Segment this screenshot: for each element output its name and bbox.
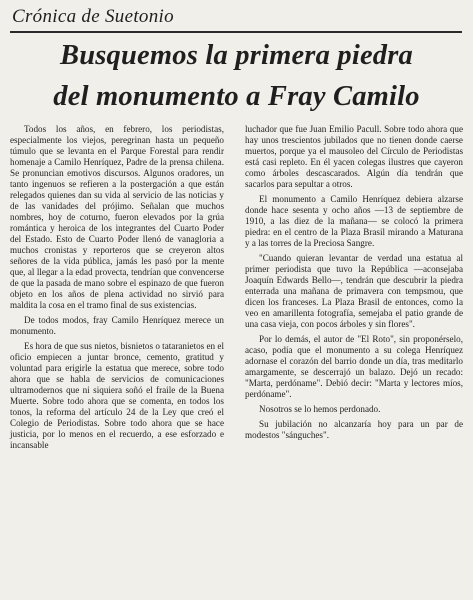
article-column-left bbox=[10, 124, 224, 451]
headline-line-2: del monumento a Fray Camilo bbox=[53, 81, 420, 112]
paragraph: Todos los años, en febrero, los periodistas, especialmente los viejos, peregrinan hasta un pequeño túmulo que se levanta en el Parque Forestal para rendir homenaje a Camilo Henríquez, Padre de la prensa chilena. Se pronuncian emotivos discursos. Algunos oradores, un tanto ingenuos se refieren a la postergación a que están relegados quienes dan su vida al servicio de las noticias y de las vanidades del prójimo. Señalan que muchos nombres, hoy de coturno, fueron elevados por la grúa romántica y heroica de los integrantes del Cuarto Poder del Estado. Esto de Cuarto Poder llenó de vanagloria a muchos cronistas y reporteros que se creyeron altos señores de la vida pública, jamás les pasó por la mente que, al llegar a la edad provecta, tendrían que convencerse de que la pasada de mano sobre el espinazo de que fueron objeto en los años de plena actividad no sirvió para maldita la cosa en el tramo final de sus existencias. bbox=[10, 124, 224, 310]
paragraph: Su jubilación no alcanzaría hoy para un par de modestos "sánguches". bbox=[245, 419, 463, 440]
headline-line-1: Busquemos la primera piedra bbox=[60, 40, 413, 71]
section-title: Crónica de Suetonio bbox=[12, 6, 174, 27]
section-rule bbox=[10, 31, 462, 33]
paragraph: El monumento a Camilo Henríquez debiera alzarse donde hace sesenta y ocho años —13 de septiembre de 1910, a las diez de la mañana— se colocó la primera piedra: en el centro de la Plaza Brasil mirando a Maturana y a las torres de la Preciosa Sangre. bbox=[245, 194, 463, 248]
paragraph: Por lo demás, el autor de "El Roto", sin proponérselo, acaso, podía que el monumento a su colega Henríquez adornase el corazón del barrio donde un día, tras meditarlo amargamente, se descerrajó un balazo. Dejó un recado: "Marta, perdóname". Debió decir: "Marta y lectores míos, perdóname". bbox=[245, 334, 463, 399]
paragraph: luchador que fue Juan Emilio Pacull. Sobre todo ahora que hay unos trescientos jubilados que no tienen donde caerse muertos, porque ya el mausoleo del Círculo de Periodistas está casi repleto. En él yacen colegas ilustres que cayeron como árboles descascarados. Algún día tendrán que sacarlos para sepultar a otros. bbox=[245, 124, 463, 189]
paragraph: De todos modos, fray Camilo Henríquez merece un monumento. bbox=[10, 315, 224, 336]
article-column-right bbox=[245, 124, 463, 441]
paragraph: Nosotros se lo hemos perdonado. bbox=[259, 404, 381, 414]
paragraph: "Cuando quieran levantar de verdad una estatua al primer periodista que tuvo la República —aconsejaba Joaquín Edwards Bello—, tendrán que descubrir la piedra enterrada una mañana de primavera con tempsmou, que dicen los franceses. La Plaza Brasil de entonces, como la veo en amarillenta fotografía, semejaba el patio grande de una casa vieja, con pocos árboles y sin flores". bbox=[245, 253, 463, 329]
paragraph: Es hora de que sus nietos, bisnietos o tataranietos en el oficio empiecen a juntar bronce, cemento, gratitud y voluntad para erigirle la estatua que merece, sobre todo ahora que se habla de servicios de comunicaciones ultramodernos que ni siquiera soñó el fraile de la Buena Muerte. Sobre todo ahora que se comenta, en todos los tonos, la reforma del artículo 24 de la Ley que creó el Colegio de Periodistas. Sobre todo ahora que se hace justicia, por lo menos en el recuerdo, a ese esforzado e incansable bbox=[10, 341, 224, 450]
